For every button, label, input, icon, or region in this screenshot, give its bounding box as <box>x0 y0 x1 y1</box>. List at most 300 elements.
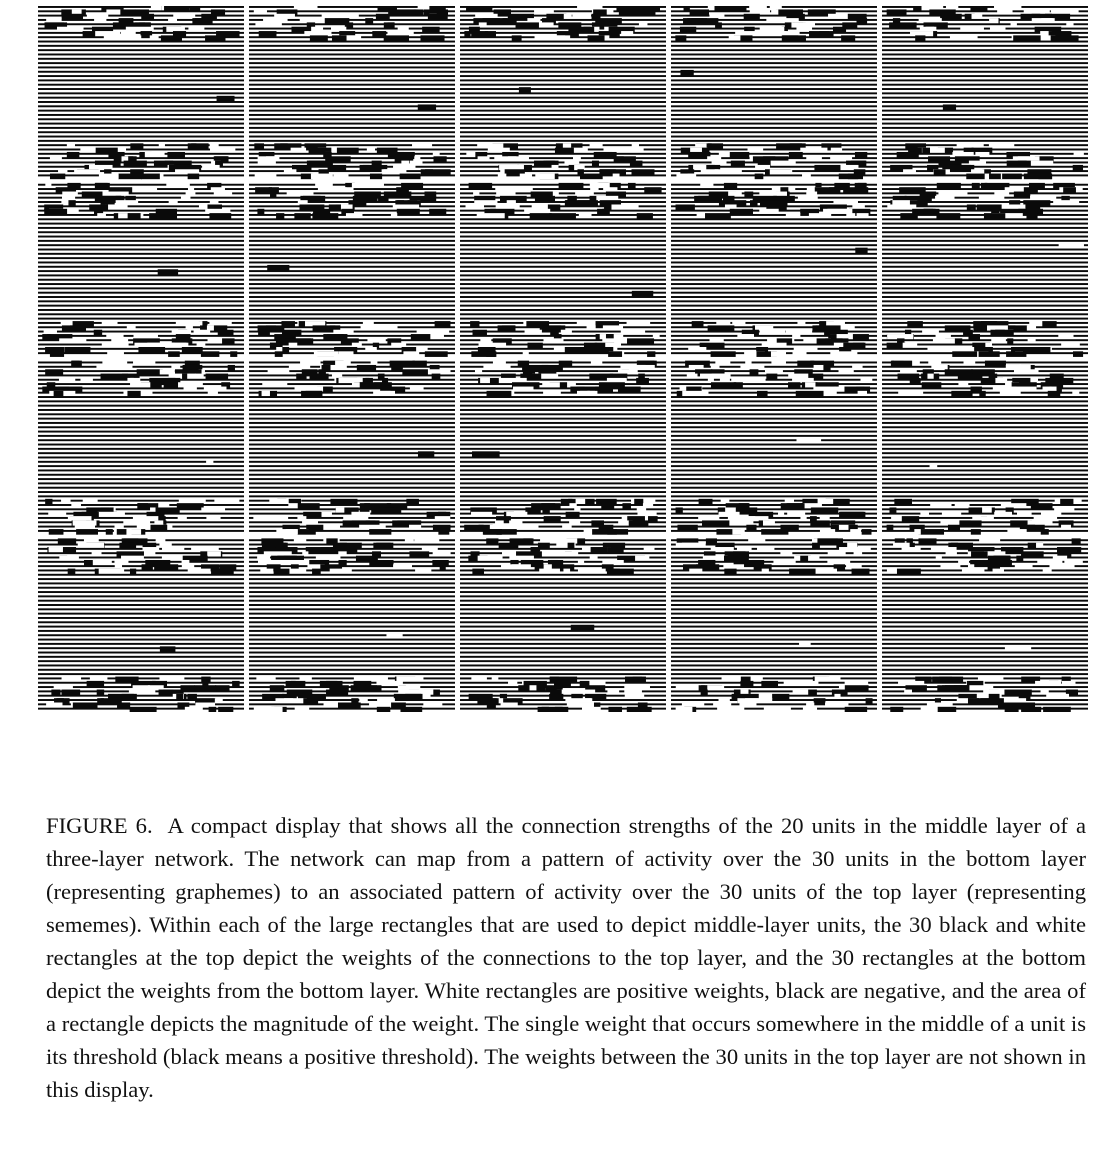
grid-line <box>460 474 666 476</box>
weight-block <box>750 369 759 375</box>
grid-line <box>249 491 455 493</box>
grid-line <box>460 54 666 56</box>
weight-block <box>761 529 788 535</box>
weight-block <box>971 529 981 535</box>
grid-line <box>249 240 455 242</box>
weight-block <box>904 690 912 696</box>
weight-block <box>117 529 127 535</box>
weight-block <box>746 525 756 531</box>
weight-block <box>45 183 51 189</box>
grid-line <box>38 448 244 450</box>
weight-block <box>206 460 213 466</box>
weight-block <box>903 343 918 349</box>
weight-block <box>788 382 800 388</box>
grid-line <box>671 41 877 43</box>
grid-line <box>38 639 244 641</box>
weight-block <box>286 681 296 687</box>
grid-line <box>671 413 877 415</box>
weight-block <box>95 183 107 189</box>
weight-block <box>680 70 693 76</box>
weight-block <box>211 569 234 575</box>
weight-block <box>675 35 686 41</box>
grid-line <box>882 110 1088 112</box>
grid-line <box>249 664 455 666</box>
grid-line <box>38 444 244 446</box>
weight-block <box>845 707 867 712</box>
weight-block <box>486 351 495 357</box>
weight-block <box>477 213 505 219</box>
weight-block <box>169 200 178 206</box>
grid-line <box>882 257 1088 259</box>
grid-line <box>882 66 1088 68</box>
weight-block <box>438 529 449 535</box>
weight-block <box>142 564 153 570</box>
grid-line <box>882 396 1088 398</box>
weight-block <box>635 556 649 562</box>
weight-block <box>294 213 310 219</box>
weight-block <box>960 520 982 526</box>
grid-line <box>882 71 1088 73</box>
grid-line <box>249 79 455 81</box>
grid-line <box>882 292 1088 294</box>
weight-block <box>964 361 976 367</box>
grid-line <box>38 223 244 225</box>
weight-block <box>46 702 62 708</box>
grid-line <box>671 431 877 433</box>
weight-block <box>894 499 912 505</box>
weight-block <box>258 330 270 336</box>
grid-line <box>38 409 244 411</box>
grid-line <box>38 513 244 515</box>
grid-line <box>460 574 666 576</box>
grid-line <box>671 426 877 428</box>
weight-block <box>1072 391 1079 397</box>
weight-block <box>181 196 191 202</box>
weight-block <box>523 538 532 544</box>
weight-block <box>966 174 984 180</box>
weight-block <box>590 556 598 562</box>
grid-line <box>38 366 244 368</box>
grid-line <box>38 253 244 255</box>
grid-line <box>249 45 455 47</box>
weight-block <box>796 391 824 397</box>
grid-line <box>882 266 1088 268</box>
grid-line <box>882 400 1088 402</box>
grid-line <box>249 578 455 580</box>
weight-block <box>428 14 448 20</box>
weight-block <box>137 369 163 375</box>
weight-block <box>1005 646 1031 652</box>
weight-block <box>887 525 894 531</box>
grid-line <box>460 227 666 229</box>
weight-block <box>525 330 542 336</box>
weight-block <box>492 677 499 683</box>
grid-line <box>249 41 455 43</box>
weight-block <box>608 351 622 357</box>
grid-line <box>882 444 1088 446</box>
weight-block <box>494 156 516 162</box>
grid-line <box>460 287 666 289</box>
weight-block <box>631 169 654 175</box>
weight-block <box>256 707 283 712</box>
grid-line <box>671 223 877 225</box>
grid-line <box>38 582 244 584</box>
grid-line <box>38 136 244 138</box>
weight-block <box>889 507 896 513</box>
weight-block <box>759 209 778 215</box>
weight-block <box>255 22 270 28</box>
weight-block <box>809 213 831 219</box>
grid-line <box>882 244 1088 246</box>
grid-line <box>249 591 455 593</box>
weight-block <box>385 507 393 513</box>
grid-line <box>38 652 244 654</box>
weight-block <box>378 196 388 202</box>
weight-block <box>852 569 870 575</box>
weight-block <box>1074 152 1084 158</box>
weight-block <box>834 694 840 700</box>
grid-line <box>671 422 877 424</box>
weight-block <box>989 174 1001 180</box>
weight-block <box>913 6 921 11</box>
weight-block <box>260 569 273 575</box>
weight-block <box>1058 334 1073 340</box>
weight-block <box>365 347 377 353</box>
weight-block <box>625 677 646 683</box>
weight-block <box>974 27 984 33</box>
weight-block <box>188 174 200 180</box>
weight-block <box>62 677 82 683</box>
grid-line <box>671 647 877 649</box>
weight-block <box>583 27 594 33</box>
weight-block <box>478 156 490 162</box>
grid-line <box>460 487 666 489</box>
grid-line <box>38 578 244 580</box>
weight-block <box>629 520 649 526</box>
weight-block <box>259 31 277 37</box>
weight-block <box>485 31 496 37</box>
grid-line <box>882 339 1088 341</box>
weight-block <box>1046 694 1069 700</box>
weight-block <box>313 325 336 331</box>
grid-line <box>249 300 455 302</box>
weight-block <box>1049 564 1074 570</box>
grid-line <box>671 75 877 77</box>
grid-line <box>38 647 244 649</box>
weight-block <box>940 564 960 570</box>
grid-line <box>882 591 1088 593</box>
grid-line <box>460 647 666 649</box>
weight-block <box>411 334 431 340</box>
weight-block <box>1007 338 1013 344</box>
grid-line <box>671 114 877 116</box>
grid-line <box>249 677 455 679</box>
unit-panel <box>671 6 877 179</box>
weight-block <box>289 343 298 349</box>
weight-block <box>513 387 534 393</box>
weight-block <box>940 14 962 20</box>
weight-block <box>97 698 104 704</box>
weight-block <box>472 451 500 457</box>
weight-block <box>938 707 957 712</box>
weight-block <box>861 378 873 384</box>
grid-line <box>38 231 244 233</box>
weight-block <box>104 35 115 41</box>
grid-line <box>882 92 1088 94</box>
grid-line <box>882 439 1088 441</box>
grid-line <box>249 84 455 86</box>
unit-panel <box>671 538 877 712</box>
grid-line <box>460 279 666 281</box>
grid-line <box>38 452 244 454</box>
weight-block <box>160 646 176 652</box>
grid-line <box>460 660 666 662</box>
weight-block <box>255 187 272 193</box>
grid-line <box>38 84 244 86</box>
weight-block <box>1061 525 1071 531</box>
weight-block <box>352 382 360 388</box>
weight-block <box>369 529 391 535</box>
grid-line <box>249 396 455 398</box>
weight-block <box>750 200 758 206</box>
grid-line <box>882 422 1088 424</box>
weight-block <box>630 330 645 336</box>
weight-block <box>582 707 601 712</box>
grid-line <box>882 283 1088 285</box>
grid-line <box>671 300 877 302</box>
weight-block <box>207 551 221 557</box>
weight-block <box>566 200 594 206</box>
grid-line <box>882 136 1088 138</box>
grid-line <box>249 249 455 251</box>
grid-line <box>671 630 877 632</box>
weight-block <box>639 22 648 28</box>
grid-line <box>249 296 455 298</box>
grid-line <box>460 300 666 302</box>
grid-line <box>882 634 1088 636</box>
grid-line <box>671 274 877 276</box>
grid-line <box>460 97 666 99</box>
grid-line <box>38 123 244 125</box>
weight-block <box>133 361 155 367</box>
weight-block <box>208 391 218 397</box>
weight-block <box>376 14 390 20</box>
grid-line <box>882 287 1088 289</box>
weight-block <box>471 512 492 518</box>
weight-block <box>373 543 390 549</box>
weight-block <box>284 169 297 175</box>
grid-line <box>249 639 455 641</box>
weight-block <box>692 18 719 24</box>
weight-block <box>613 174 620 180</box>
weight-block <box>972 183 980 189</box>
weight-block <box>499 543 519 549</box>
grid-line <box>249 110 455 112</box>
weight-block <box>1036 543 1043 549</box>
weight-block <box>555 707 563 712</box>
grid-line <box>249 587 455 589</box>
weight-block <box>118 174 142 180</box>
weight-block <box>846 213 855 219</box>
weight-block <box>543 338 563 344</box>
grid-line <box>38 240 244 242</box>
weight-block <box>985 361 1006 367</box>
weight-block <box>689 569 702 575</box>
weight-block <box>68 200 75 206</box>
weight-block <box>763 520 775 526</box>
grid-line <box>671 677 877 679</box>
grid-line <box>460 444 666 446</box>
weight-block <box>972 14 983 20</box>
grid-line <box>38 97 244 99</box>
weight-block <box>715 169 742 175</box>
grid-line <box>671 660 877 662</box>
weight-block <box>930 464 938 470</box>
weight-block <box>162 547 184 553</box>
weight-block <box>288 569 306 575</box>
grid-line <box>882 461 1088 463</box>
grid-line <box>882 192 1088 194</box>
grid-line <box>882 435 1088 437</box>
weight-block <box>1015 564 1033 570</box>
grid-line <box>460 400 666 402</box>
grid-line <box>38 283 244 285</box>
weight-block <box>918 538 936 544</box>
weight-block <box>228 365 235 371</box>
grid-line <box>460 504 666 506</box>
weight-block <box>1001 174 1022 180</box>
weight-block <box>418 104 436 110</box>
weight-block <box>814 365 825 371</box>
weight-block <box>1006 143 1014 149</box>
grid-line <box>671 66 877 68</box>
weight-block <box>420 143 433 149</box>
grid-line <box>671 405 877 407</box>
weight-block <box>927 374 933 380</box>
grid-line <box>882 274 1088 276</box>
grid-line <box>38 396 244 398</box>
weight-block <box>711 351 736 357</box>
weight-block <box>1041 529 1049 535</box>
grid-line <box>38 54 244 56</box>
weight-block <box>538 707 549 712</box>
grid-line <box>671 396 877 398</box>
weight-block <box>257 516 279 522</box>
weight-display-figure <box>38 6 1088 712</box>
weight-block <box>498 174 507 180</box>
weight-block <box>87 681 104 687</box>
grid-line <box>671 699 877 701</box>
grid-line <box>671 287 877 289</box>
weight-block <box>676 707 693 712</box>
grid-line <box>249 92 455 94</box>
weight-block <box>339 351 354 357</box>
weight-block <box>590 143 603 149</box>
grid-line <box>249 595 455 597</box>
weight-block <box>608 707 622 712</box>
grid-line <box>38 127 244 129</box>
grid-line <box>460 174 666 176</box>
weight-block <box>48 512 66 518</box>
grid-line <box>671 469 877 471</box>
grid-line <box>671 478 877 480</box>
grid-line <box>460 482 666 484</box>
grid-line <box>38 617 244 619</box>
weight-block <box>748 538 765 544</box>
grid-line <box>882 19 1088 21</box>
grid-line <box>249 634 455 636</box>
weight-block <box>708 325 735 331</box>
weight-block <box>312 213 329 219</box>
weight-block <box>137 187 157 193</box>
grid-line <box>882 118 1088 120</box>
weight-block <box>742 334 754 340</box>
grid-line <box>882 431 1088 433</box>
grid-line <box>460 309 666 311</box>
weight-block <box>1031 503 1053 509</box>
grid-line <box>460 305 666 307</box>
grid-line <box>460 240 666 242</box>
weight-block <box>698 196 714 202</box>
grid-line <box>38 608 244 610</box>
grid-line <box>38 561 244 563</box>
weight-block <box>254 9 267 15</box>
weight-block <box>943 104 956 110</box>
weight-block <box>1043 707 1071 712</box>
weight-block <box>688 152 709 158</box>
weight-block <box>276 213 284 219</box>
grid-line <box>38 600 244 602</box>
grid-line <box>249 656 455 658</box>
grid-line <box>671 45 877 47</box>
weight-block <box>196 707 203 712</box>
weight-block <box>59 556 79 562</box>
grid-line <box>460 639 666 641</box>
weight-block <box>979 391 985 397</box>
weight-block <box>282 347 289 353</box>
grid-line <box>671 231 877 233</box>
weight-block <box>80 378 92 384</box>
weight-block <box>765 330 785 336</box>
weight-block <box>50 174 65 180</box>
grid-line <box>249 257 455 259</box>
grid-line <box>38 544 244 546</box>
weight-block <box>254 143 264 149</box>
weight-block <box>475 369 482 375</box>
grid-line <box>38 495 244 497</box>
weight-block <box>628 183 636 189</box>
weight-block <box>151 6 161 11</box>
weight-block <box>932 677 952 683</box>
weight-block <box>471 677 487 683</box>
unit-panel <box>38 361 244 535</box>
grid-line <box>671 88 877 90</box>
grid-line <box>671 253 877 255</box>
weight-block <box>276 382 285 388</box>
weight-block <box>102 343 129 349</box>
grid-line <box>38 487 244 489</box>
grid-line <box>249 131 455 133</box>
grid-line <box>38 313 244 315</box>
grid-line <box>882 491 1088 493</box>
weight-block <box>815 187 837 193</box>
grid-line <box>460 595 666 597</box>
grid-line <box>671 448 877 450</box>
weight-block <box>158 269 178 275</box>
weight-block <box>326 690 348 696</box>
weight-block <box>781 503 805 509</box>
grid-line <box>460 236 666 238</box>
